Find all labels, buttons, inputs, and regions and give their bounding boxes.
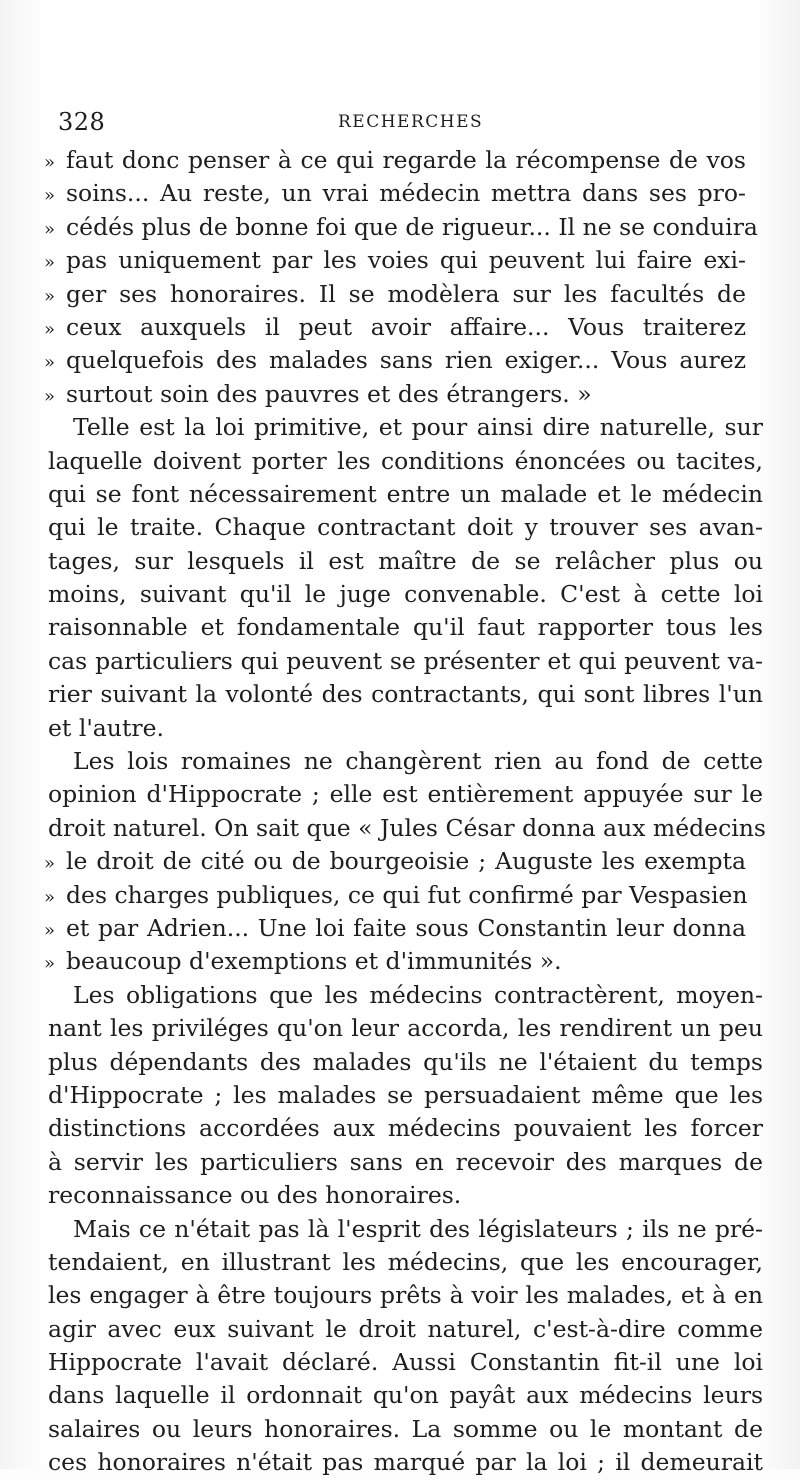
line-text: qui se font nécessairement entre un malade et le médecin [48, 479, 763, 508]
text-line [44, 1313, 769, 1346]
text-line [44, 879, 769, 912]
line-text: à servir les particuliers sans en recevoir des marques de [48, 1147, 763, 1176]
text-line [44, 1079, 769, 1112]
line-text: tendaient, en illustrant les médecins, que les encourager, [48, 1247, 763, 1276]
line-text: et l'autre. [48, 713, 164, 742]
text-line [44, 678, 769, 711]
text-line [44, 144, 769, 177]
text-line [44, 545, 769, 578]
text-line [44, 445, 769, 478]
text-line [44, 211, 769, 244]
line-text: ger ses honoraires. Il se modèlera sur les facultés de [66, 279, 746, 308]
line-text: et par Adrien... Une loi faite sous Constantin leur donna [66, 913, 746, 942]
line-text: dans laquelle il ordonnait qu'on payât aux médecins leurs [48, 1381, 763, 1410]
text-line [44, 945, 769, 978]
text-line [44, 979, 769, 1012]
text-line [44, 912, 769, 945]
quote-mark: » [44, 886, 56, 908]
line-text: ceux auxquels il peut avoir affaire... Vous traiterez [66, 312, 746, 341]
text-line [44, 1246, 769, 1279]
line-text: pas uniquement par les voies qui peuvent lui faire exi- [66, 246, 746, 275]
text-line [44, 1046, 769, 1079]
page-header [58, 108, 758, 138]
text-line [44, 645, 769, 678]
line-text: nant les priviléges qu'on leur accorda, les rendirent un peu [48, 1014, 763, 1043]
text-line [44, 411, 769, 444]
line-text: beaucoup d'exemptions et d'immunités ». [66, 947, 562, 976]
quote-mark: » [44, 953, 56, 975]
text-line [44, 278, 769, 311]
line-text: rier suivant la volonté des contractants, qui sont libres l'un [48, 680, 763, 709]
line-text: laquelle doivent porter les conditions énoncées ou tacites, [48, 446, 763, 475]
quote-mark: » [44, 385, 56, 407]
quote-mark: » [44, 218, 56, 240]
line-text: plus dépendants des malades qu'ils ne l'étaient du temps [48, 1047, 763, 1076]
text-line [44, 511, 769, 544]
line-text: soins... Au reste, un vrai médecin mettra dans ses pro- [66, 179, 746, 208]
line-text: raisonnable et fondamentale qu'il faut rapporter tous les [48, 613, 763, 642]
text-line [44, 1379, 769, 1412]
text-line [44, 244, 769, 277]
line-text: Telle est la loi primitive, et pour ainsi dire naturelle, sur [73, 413, 763, 442]
text-line [44, 1279, 769, 1312]
line-text: Hippocrate l'avait déclaré. Aussi Constantin fit-il une loi [48, 1348, 763, 1377]
line-text: surtout soin des pauvres et des étrangers. » [66, 379, 592, 408]
text-line [44, 578, 769, 611]
text-line [44, 812, 769, 845]
quote-mark: » [44, 919, 56, 941]
line-text: qui le traite. Chaque contractant doit y trouver ses avan- [48, 513, 763, 542]
quote-mark: » [44, 853, 56, 875]
text-line [44, 611, 769, 644]
quote-mark: » [44, 185, 56, 207]
text-line [44, 1179, 769, 1212]
line-text: d'Hippocrate ; les malades se persuadaient même que les [48, 1080, 763, 1109]
text-line [44, 845, 769, 878]
quote-mark: » [44, 152, 56, 173]
text-line [44, 478, 769, 511]
text-line [44, 1112, 769, 1145]
text-line [44, 177, 769, 210]
line-text: reconnaissance ou des honoraires. [48, 1181, 462, 1210]
line-text: ces honoraires n'était pas marqué par la loi ; il demeurait [48, 1448, 763, 1477]
body-text [44, 144, 769, 1480]
line-text: Mais ce n'était pas là l'esprit des législateurs ; ils ne pré- [73, 1214, 763, 1243]
line-text: cédés plus de bonne foi que de rigueur... Il ne se conduira [66, 212, 758, 241]
line-text: cas particuliers qui peuvent se présenter et qui peuvent va- [48, 646, 763, 675]
line-text: les engager à être toujours prêts à voir les malades, et à en [48, 1281, 763, 1310]
line-text: opinion d'Hippocrate ; elle est entièrement appuyée sur le [48, 780, 763, 809]
quote-mark: » [44, 318, 56, 340]
text-line [44, 1146, 769, 1179]
line-text: tages, sur lesquels il est maître de se relâcher plus ou [48, 546, 763, 575]
quote-mark: » [44, 252, 56, 274]
line-text: Les lois romaines ne changèrent rien au fond de cette [73, 747, 763, 776]
line-text: distinctions accordées aux médecins pouvaient les forcer [48, 1114, 763, 1143]
line-text: des charges publiques, ce qui fut confirmé par Vespasien [66, 880, 748, 909]
line-text: salaires ou leurs honoraires. La somme ou le montant de [48, 1414, 763, 1443]
text-line [44, 1346, 769, 1379]
line-text: moins, suivant qu'il le juge convenable. C'est à cette loi [48, 580, 763, 609]
text-line [44, 1446, 769, 1479]
text-line [44, 712, 769, 745]
quote-mark: » [44, 285, 56, 307]
text-line [44, 378, 769, 411]
line-text: droit naturel. On sait que « Jules César donna aux médecins [48, 813, 766, 842]
line-text: agir avec eux suivant le droit naturel, c'est-à-dire comme [48, 1314, 763, 1343]
text-line [44, 311, 769, 344]
quote-mark: » [44, 352, 56, 374]
text-line [44, 778, 769, 811]
text-line [44, 344, 769, 377]
line-text: Les obligations que les médecins contractèrent, moyen- [73, 980, 763, 1009]
line-text: quelquefois des malades sans rien exiger... Vous aurez [66, 346, 746, 375]
text-line [44, 1213, 769, 1246]
text-line [44, 1012, 769, 1045]
text-line [44, 1413, 769, 1446]
line-text: le droit de cité ou de bourgeoisie ; Auguste les exempta [66, 847, 746, 876]
page-number: 328 [58, 108, 106, 136]
text-line [44, 745, 769, 778]
line-text: faut donc penser à ce qui regarde la récompense de vos [66, 146, 746, 174]
running-head: RECHERCHES [338, 112, 484, 132]
